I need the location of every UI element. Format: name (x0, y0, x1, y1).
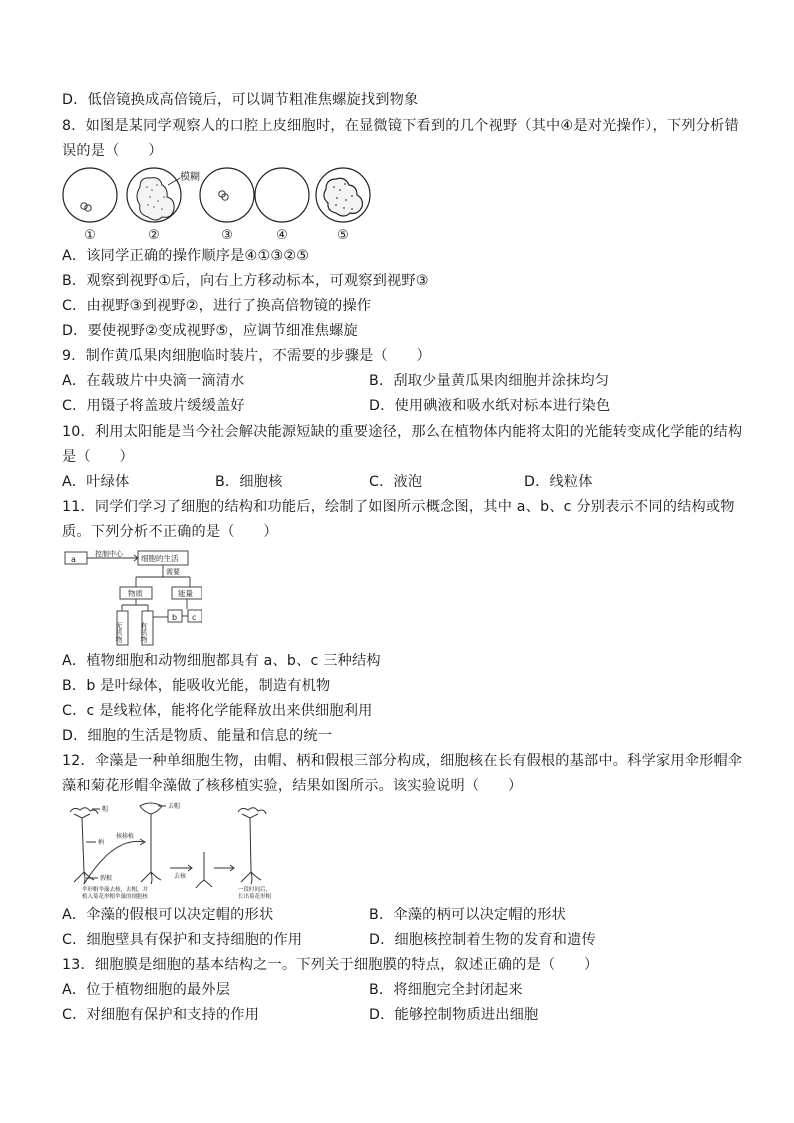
svg-text:无机物: 无机物 (115, 622, 123, 643)
svg-text:细胞的生活: 细胞的生活 (141, 554, 179, 563)
svg-text:c: c (192, 613, 197, 622)
q12-acetabularia-figure (62, 800, 292, 900)
q10-option-b: B．细胞核 (215, 474, 283, 490)
field-3-label: ③ (221, 228, 233, 243)
q10-option-a: A．叶绿体 (62, 474, 130, 490)
field-5-label: ⑤ (337, 228, 349, 243)
q13-stem: 13．细胞膜是细胞的基本结构之一。下列关于细胞膜的特点，叙述正确的是（ ） (62, 957, 599, 973)
q11-option-a: A．植物细胞和动物细胞都具有 a、b、c 三种结构 (62, 653, 381, 669)
q10-option-c: C．液泡 (369, 474, 423, 490)
q11-concept-map-figure (62, 547, 202, 649)
q10-option-d: D．线粒体 (524, 474, 593, 490)
svg-text:控制中心: 控制中心 (95, 550, 123, 558)
q10-stem-line2: 是（ ） (62, 449, 134, 465)
q12-option-d: D．细胞核控制着生物的发育和遗传 (369, 932, 596, 948)
q12-stem-line2: 藻和菊花形帽伞藻做了核移植实验，结果如图所示。该实验说明（ ） (62, 778, 523, 794)
field-1-label: ① (84, 228, 96, 243)
q13-option-c: C．对细胞有保护和支持的作用 (62, 1007, 260, 1023)
svg-text:去帽: 去帽 (168, 803, 181, 810)
q8-stem-line2: 误的是（ ） (62, 143, 163, 159)
q8-microscope-fields-figure (62, 163, 372, 245)
q8-option-d: D．要使视野②变成视野⑤，应调节细准焦螺旋 (62, 323, 358, 339)
q9-option-a: A．在载玻片中央滴一滴清水 (62, 373, 245, 389)
q11-stem-line2: 质。下列分析不正确的是（ ） (62, 524, 278, 540)
q8-option-b: B．观察到视野①后，向右上方移动标本，可观察到视野③ (62, 273, 429, 289)
blur-label: 模糊 (180, 172, 200, 183)
svg-text:能量: 能量 (178, 589, 193, 598)
svg-text:有机物: 有机物 (140, 622, 148, 643)
svg-text:柄: 柄 (98, 839, 105, 846)
svg-text:去核: 去核 (174, 873, 187, 880)
svg-text:一段时间后，: 一段时间后， (238, 887, 272, 893)
q11-option-b: B．b 是叶绿体，能吸收光能，制造有机物 (62, 678, 331, 694)
q8-option-a: A．该同学正确的操作顺序是④①③②⑤ (62, 248, 310, 264)
q13-option-a: A．位于植物细胞的最外层 (62, 982, 231, 998)
field-2-label: ② (148, 228, 160, 243)
q11-option-d: D．细胞的生活是物质、能量和信息的统一 (62, 728, 333, 744)
q12-stem-line1: 12．伞藻是一种单细胞生物，由帽、柄和假根三部分构成，细胞核在长有假根的基部中。科学家用伞形帽伞 (62, 753, 743, 769)
q13-option-d: D．能够控制物质进出细胞 (369, 1007, 539, 1023)
q8-stem-line1: 8．如图是某同学观察人的口腔上皮细胞时，在显微镜下看到的几个视野（其中④是对光操作），下列分析错 (62, 118, 739, 134)
svg-text:假根: 假根 (100, 875, 113, 882)
svg-text:物质: 物质 (128, 589, 143, 598)
field-4-label: ④ (276, 228, 288, 243)
q8-option-c: C．由视野③到视野②，进行了换高倍物镜的操作 (62, 298, 372, 314)
q10-stem-line1: 10．利用太阳能是当今社会解决能源短缺的重要途径，那么在植物体内能将太阳的光能转变成化学能的结构 (62, 424, 743, 440)
q9-stem: 9．制作黄瓜果肉细胞临时装片，不需要的步骤是（ ） (62, 348, 431, 364)
svg-text:需要: 需要 (166, 568, 180, 576)
svg-text:长出菊花形帽: 长出菊花形帽 (238, 894, 272, 900)
q13-option-b: B．将细胞完全封闭起来 (369, 982, 523, 998)
q9-option-d: D．使用碘液和吸水纸对标本进行染色 (369, 398, 611, 414)
q11-stem-line1: 11．同学们学习了细胞的结构和功能后，绘制了如图所示概念图，其中 a、b、c 分别表示不同的结构或物 (62, 499, 735, 515)
svg-text:帽: 帽 (102, 806, 109, 813)
q12-option-c: C．细胞壁具有保护和支持细胞的作用 (62, 932, 303, 948)
svg-text:伞形帽伞藻去核，去帽，并: 伞形帽伞藻去核，去帽，并 (82, 887, 149, 893)
q11-option-c: C．c 是线粒体，能将化学能释放出来供细胞利用 (62, 703, 373, 719)
svg-text:b: b (172, 613, 178, 622)
q9-option-c: C．用镊子将盖玻片缓缓盖好 (62, 398, 245, 414)
q12-option-a: A．伞藻的假根可以决定帽的形状 (62, 907, 274, 923)
svg-text:植入菊花形帽伞藻的细胞核: 植入菊花形帽伞藻的细胞核 (82, 894, 149, 900)
field-1-circle (63, 168, 117, 222)
svg-text:a: a (71, 555, 76, 564)
q9-option-b: B．刮取少量黄瓜果肉细胞并涂抹均匀 (369, 373, 610, 389)
field-4-circle (255, 168, 309, 222)
q7-option-d: D．低倍镜换成高倍镜后，可以调节粗准焦螺旋找到物象 (62, 92, 419, 108)
q12-option-b: B．伞藻的柄可以决定帽的形状 (369, 907, 566, 923)
svg-text:核移植: 核移植 (116, 833, 135, 840)
